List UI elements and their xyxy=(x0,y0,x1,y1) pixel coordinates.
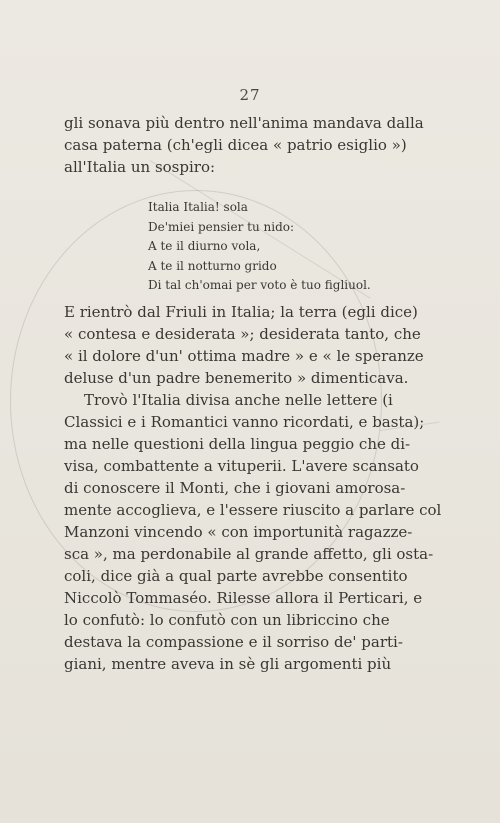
text-line: mente accoglieva, e l'essere riuscito a parlare col xyxy=(64,501,442,519)
text-line: coli, dice già a qual parte avrebbe consentito xyxy=(64,567,408,585)
poem-line: Di tal ch'omai per voto è tuo figliuol. xyxy=(148,278,371,293)
text-line: ma nelle questioni della lingua peggio che di- xyxy=(64,435,411,453)
text-line: Trovò l'Italia divisa anche nelle lettere (i xyxy=(84,391,393,409)
poem-line: A te il notturno grido xyxy=(148,258,277,273)
text-line: « il dolore d'un' ottima madre » e « le speranze xyxy=(64,347,424,365)
text-line: deluse d'un padre benemerito » dimenticava. xyxy=(64,369,409,387)
paragraph-2 xyxy=(64,301,442,675)
text-line: lo confutò: lo confutò con un libriccino che xyxy=(64,611,390,629)
text-line: Classici e i Romantici vanno ricordati, e basta); xyxy=(64,413,425,431)
text-line: all'Italia un sospiro: xyxy=(64,158,216,176)
poem-line: Italia Italia! sola xyxy=(148,200,248,214)
text-line: gli sonava più dentro nell'anima mandava dalla xyxy=(64,114,424,132)
text-line: sca », ma perdonabile al grande affetto, gli osta- xyxy=(64,545,434,563)
text-line: Niccolò Tommaséo. Rilesse allora il Perticari, e xyxy=(64,589,423,607)
text-line: E rientrò dal Friuli in Italia; la terra (egli dice) xyxy=(64,303,418,321)
text-line: « contesa e desiderata »; desiderata tanto, che xyxy=(64,325,421,343)
text-line: destava la compassione e il sorriso de' parti- xyxy=(64,633,403,651)
text-line: casa paterna (ch'egli dicea « patrio esiglio ») xyxy=(64,136,407,154)
poem-line: De'miei pensier tu nido: xyxy=(148,219,295,234)
text-line: Manzoni vincendo « con importunità ragazze- xyxy=(64,523,413,541)
text-line: giani, mentre aveva in sè gli argomenti più xyxy=(64,655,392,673)
text-line: visa, combattente a vituperii. L'avere scansato xyxy=(64,457,419,475)
page-number: 27 xyxy=(239,86,261,104)
poem-line: A te il diurno vola, xyxy=(148,239,261,254)
text-line: di conoscere il Monti, che i giovani amorosa- xyxy=(64,479,406,497)
poem-stanza xyxy=(148,198,371,296)
paragraph-1 xyxy=(64,112,424,178)
